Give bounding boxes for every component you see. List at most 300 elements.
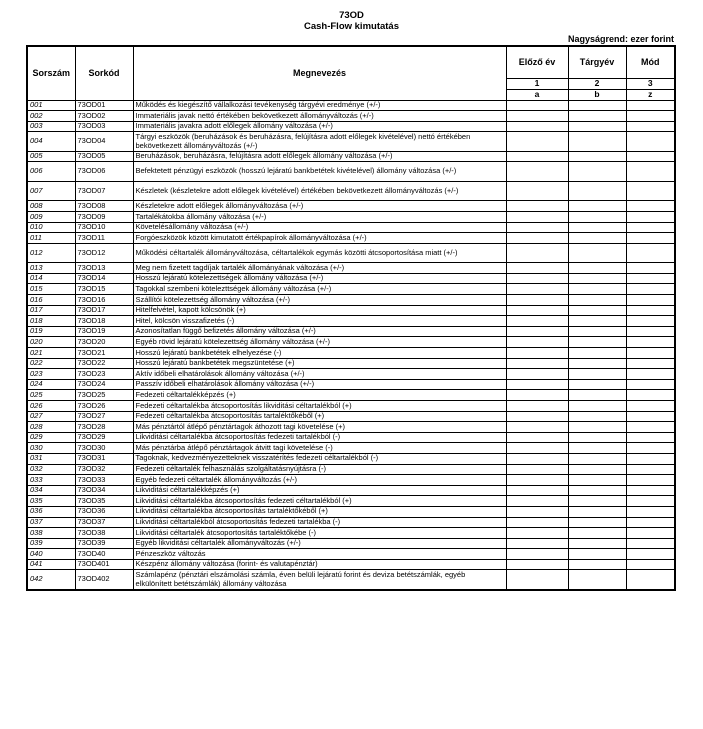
table-row [27, 181, 675, 201]
row-elozo-ev-value[interactable] [506, 201, 568, 212]
row-sorszam: 034 [27, 485, 75, 496]
row-elozo-ev-value[interactable] [506, 400, 568, 411]
table-row [27, 222, 675, 233]
table-row [27, 162, 675, 182]
row-sorszam: 002 [27, 111, 75, 122]
row-targyev-value[interactable] [568, 316, 626, 327]
header-targyev: Tárgyév [568, 46, 626, 78]
row-targyev-value[interactable] [568, 111, 626, 122]
row-sorszam: 026 [27, 400, 75, 411]
table-row [27, 475, 675, 486]
row-sorkod: 73OD14 [75, 273, 133, 284]
row-targyev-value[interactable] [568, 475, 626, 486]
row-elozo-ev-value[interactable] [506, 549, 568, 560]
row-targyev-value[interactable] [568, 263, 626, 274]
row-sorszam: 020 [27, 337, 75, 348]
row-elozo-ev-value[interactable] [506, 432, 568, 443]
table-row [27, 348, 675, 359]
row-sorkod: 73OD40 [75, 549, 133, 560]
table-row [27, 570, 675, 590]
col-number-2: 2 [568, 78, 626, 89]
row-sorkod: 73OD39 [75, 538, 133, 549]
row-elozo-ev-value[interactable] [506, 464, 568, 475]
row-targyev-value[interactable] [568, 528, 626, 539]
row-sorszam: 018 [27, 316, 75, 327]
row-mod-value[interactable] [626, 559, 675, 570]
row-sorszam: 008 [27, 201, 75, 212]
row-elozo-ev-value[interactable] [506, 121, 568, 132]
row-elozo-ev-value[interactable] [506, 273, 568, 284]
row-targyev-value[interactable] [568, 151, 626, 162]
row-elozo-ev-value[interactable] [506, 132, 568, 152]
row-elozo-ev-value[interactable] [506, 326, 568, 337]
row-sorkod: 73OD17 [75, 305, 133, 316]
row-megnevezes: Hitel, kölcsön visszafizetés (-) [133, 316, 506, 327]
row-targyev-value[interactable] [568, 100, 626, 111]
row-sorkod: 73OD05 [75, 151, 133, 162]
row-megnevezes: Fedezeti céltartalékba átcsoportosítás tartaléktőkéből (+) [133, 411, 506, 422]
row-mod-value[interactable] [626, 316, 675, 327]
row-elozo-ev-value[interactable] [506, 211, 568, 222]
col-letter-z: z [626, 89, 675, 100]
row-megnevezes: Pénzeszköz változás [133, 549, 506, 560]
row-mod-value[interactable] [626, 337, 675, 348]
row-mod-value[interactable] [626, 369, 675, 380]
row-elozo-ev-value[interactable] [506, 233, 568, 244]
row-targyev-value[interactable] [568, 379, 626, 390]
table-row [27, 422, 675, 433]
row-sorkod: 73OD37 [75, 517, 133, 528]
row-megnevezes: Passzív időbeli elhatárolások állomány változása (+/-) [133, 379, 506, 390]
row-sorszam: 005 [27, 151, 75, 162]
row-sorszam: 040 [27, 549, 75, 560]
row-mod-value[interactable] [626, 162, 675, 182]
cash-flow-table [26, 45, 676, 591]
row-mod-value[interactable] [626, 151, 675, 162]
row-sorszam: 042 [27, 570, 75, 590]
row-sorkod: 73OD12 [75, 243, 133, 263]
row-sorkod: 73OD30 [75, 443, 133, 454]
row-mod-value[interactable] [626, 326, 675, 337]
row-sorszam: 032 [27, 464, 75, 475]
row-sorszam: 023 [27, 369, 75, 380]
row-sorkod: 73OD10 [75, 222, 133, 233]
row-sorszam: 003 [27, 121, 75, 132]
table-row [27, 151, 675, 162]
row-elozo-ev-value[interactable] [506, 111, 568, 122]
row-megnevezes: Fedezeti céltartalékképzés (+) [133, 390, 506, 401]
col-letter-b: b [568, 89, 626, 100]
row-sorszam: 019 [27, 326, 75, 337]
row-targyev-value[interactable] [568, 400, 626, 411]
row-sorszam: 031 [27, 453, 75, 464]
row-elozo-ev-value[interactable] [506, 570, 568, 590]
table-row [27, 132, 675, 152]
row-elozo-ev-value[interactable] [506, 305, 568, 316]
row-targyev-value[interactable] [568, 549, 626, 560]
row-mod-value[interactable] [626, 549, 675, 560]
row-mod-value[interactable] [626, 233, 675, 244]
row-targyev-value[interactable] [568, 222, 626, 233]
row-mod-value[interactable] [626, 496, 675, 507]
table-row [27, 549, 675, 560]
table-row [27, 263, 675, 274]
row-mod-value[interactable] [626, 273, 675, 284]
row-sorszam: 024 [27, 379, 75, 390]
row-targyev-value[interactable] [568, 496, 626, 507]
row-elozo-ev-value[interactable] [506, 263, 568, 274]
row-sorkod: 73OD33 [75, 475, 133, 486]
row-sorkod: 73OD26 [75, 400, 133, 411]
row-sorkod: 73OD03 [75, 121, 133, 132]
row-elozo-ev-value[interactable] [506, 485, 568, 496]
table-row [27, 316, 675, 327]
row-megnevezes: Immateriális javak nettó értékében bekövetkezett állományváltozás (+/-) [133, 111, 506, 122]
row-sorszam: 036 [27, 506, 75, 517]
row-mod-value[interactable] [626, 305, 675, 316]
row-megnevezes: Immateriális javakra adott előlegek állomány változása (+/-) [133, 121, 506, 132]
row-targyev-value[interactable] [568, 390, 626, 401]
table-row [27, 453, 675, 464]
row-elozo-ev-value[interactable] [506, 475, 568, 486]
row-sorkod: 73OD13 [75, 263, 133, 274]
row-elozo-ev-value[interactable] [506, 443, 568, 454]
row-mod-value[interactable] [626, 358, 675, 369]
row-mod-value[interactable] [626, 538, 675, 549]
row-mod-value[interactable] [626, 284, 675, 295]
row-sorkod: 73OD15 [75, 284, 133, 295]
row-sorszam: 035 [27, 496, 75, 507]
row-sorkod: 73OD06 [75, 162, 133, 182]
table-row [27, 485, 675, 496]
row-elozo-ev-value[interactable] [506, 517, 568, 528]
table-row [27, 273, 675, 284]
row-mod-value[interactable] [626, 379, 675, 390]
row-elozo-ev-value[interactable] [506, 528, 568, 539]
row-mod-value[interactable] [626, 464, 675, 475]
row-megnevezes: Azonosítatlan függő befizetés állomány változása (+/-) [133, 326, 506, 337]
row-sorkod: 73OD18 [75, 316, 133, 327]
row-megnevezes: Működés és kiegészítő vállalkozási tevékenység tárgyévi eredménye (+/-) [133, 100, 506, 111]
row-targyev-value[interactable] [568, 243, 626, 263]
row-sorkod: 73OD11 [75, 233, 133, 244]
row-megnevezes: Fedezeti céltartalékba átcsoportosítás likviditási céltartalékból (+) [133, 400, 506, 411]
table-row [27, 233, 675, 244]
table-row [27, 390, 675, 401]
row-megnevezes: Likviditási céltartalékból átcsoportosítás fedezeti tartalékba (-) [133, 517, 506, 528]
table-row [27, 369, 675, 380]
table-row [27, 284, 675, 295]
row-megnevezes: Készletekre adott előlegek állományváltozása (+/-) [133, 201, 506, 212]
row-mod-value[interactable] [626, 201, 675, 212]
row-mod-value[interactable] [626, 506, 675, 517]
row-megnevezes: Egyéb likviditási céltartalék állományváltozás (+/-) [133, 538, 506, 549]
row-elozo-ev-value[interactable] [506, 222, 568, 233]
header-sorszam: Sorszám [27, 46, 75, 100]
row-elozo-ev-value[interactable] [506, 284, 568, 295]
table-row [27, 443, 675, 454]
row-targyev-value[interactable] [568, 411, 626, 422]
table-row [27, 111, 675, 122]
row-targyev-value[interactable] [568, 506, 626, 517]
header-megnevezes: Megnevezés [133, 46, 506, 100]
row-targyev-value[interactable] [568, 326, 626, 337]
row-sorszam: 012 [27, 243, 75, 263]
row-megnevezes: Szállítói kötelezettség állomány változása (+/-) [133, 295, 506, 306]
header-mod: Mód [626, 46, 675, 78]
row-targyev-value[interactable] [568, 162, 626, 182]
row-sorkod: 73OD31 [75, 453, 133, 464]
row-targyev-value[interactable] [568, 348, 626, 359]
table-row [27, 464, 675, 475]
col-letter-a: a [506, 89, 568, 100]
row-targyev-value[interactable] [568, 132, 626, 152]
row-megnevezes: Más pénztárba átlépő pénztártagok átvitt tagi követelése (-) [133, 443, 506, 454]
row-sorszam: 025 [27, 390, 75, 401]
table-row [27, 243, 675, 263]
row-elozo-ev-value[interactable] [506, 243, 568, 263]
row-targyev-value[interactable] [568, 432, 626, 443]
row-sorszam: 037 [27, 517, 75, 528]
table-row [27, 100, 675, 111]
form-code: 73OD [339, 10, 364, 21]
row-megnevezes: Hosszú lejáratú kötelezettségek állomány változása (+/-) [133, 273, 506, 284]
row-targyev-value[interactable] [568, 453, 626, 464]
row-megnevezes: Forgóeszközök között kimutatott értékpapírok állományváltozása (+/-) [133, 233, 506, 244]
row-megnevezes: Aktív időbeli elhatárolások állomány változása (+/-) [133, 369, 506, 380]
row-targyev-value[interactable] [568, 538, 626, 549]
row-targyev-value[interactable] [568, 181, 626, 201]
row-megnevezes: Hitelfelvétel, kapott kölcsönök (+) [133, 305, 506, 316]
row-sorkod: 73OD28 [75, 422, 133, 433]
row-megnevezes: Hosszú lejáratú bankbetétek megszüntetése (+) [133, 358, 506, 369]
row-sorkod: 73OD34 [75, 485, 133, 496]
row-mod-value[interactable] [626, 263, 675, 274]
row-sorszam: 001 [27, 100, 75, 111]
row-targyev-value[interactable] [568, 305, 626, 316]
row-sorszam: 021 [27, 348, 75, 359]
row-megnevezes: Likviditási céltartalékképzés (+) [133, 485, 506, 496]
row-mod-value[interactable] [626, 222, 675, 233]
row-elozo-ev-value[interactable] [506, 411, 568, 422]
row-sorszam: 015 [27, 284, 75, 295]
table-row [27, 432, 675, 443]
row-sorszam: 014 [27, 273, 75, 284]
row-megnevezes: Készpénz állomány változása (forint- és valutapénztár) [133, 559, 506, 570]
row-mod-value[interactable] [626, 111, 675, 122]
row-elozo-ev-value[interactable] [506, 151, 568, 162]
row-mod-value[interactable] [626, 411, 675, 422]
row-sorszam: 041 [27, 559, 75, 570]
row-megnevezes: Készletek (készletekre adott előlegek kivételével) értékében bekövetkezett állományváltozás (+/-) [133, 181, 506, 201]
row-sorszam: 006 [27, 162, 75, 182]
row-sorkod: 73OD16 [75, 295, 133, 306]
row-sorszam: 033 [27, 475, 75, 486]
table-row [27, 121, 675, 132]
row-elozo-ev-value[interactable] [506, 100, 568, 111]
table-row [27, 559, 675, 570]
table-row [27, 411, 675, 422]
row-elozo-ev-value[interactable] [506, 496, 568, 507]
row-mod-value[interactable] [626, 517, 675, 528]
row-targyev-value[interactable] [568, 485, 626, 496]
row-sorkod: 73OD09 [75, 211, 133, 222]
row-sorszam: 030 [27, 443, 75, 454]
row-targyev-value[interactable] [568, 464, 626, 475]
row-elozo-ev-value[interactable] [506, 390, 568, 401]
row-mod-value[interactable] [626, 121, 675, 132]
table-body [27, 100, 675, 590]
row-sorkod: 73OD21 [75, 348, 133, 359]
row-sorszam: 009 [27, 211, 75, 222]
row-targyev-value[interactable] [568, 570, 626, 590]
table-row [27, 379, 675, 390]
row-mod-value[interactable] [626, 485, 675, 496]
table-row [27, 400, 675, 411]
row-sorkod: 73OD401 [75, 559, 133, 570]
row-sorkod: 73OD29 [75, 432, 133, 443]
row-elozo-ev-value[interactable] [506, 453, 568, 464]
row-elozo-ev-value[interactable] [506, 559, 568, 570]
row-elozo-ev-value[interactable] [506, 422, 568, 433]
row-mod-value[interactable] [626, 443, 675, 454]
row-mod-value[interactable] [626, 528, 675, 539]
row-mod-value[interactable] [626, 181, 675, 201]
row-elozo-ev-value[interactable] [506, 181, 568, 201]
row-megnevezes: Számlapénz (pénztári elszámolási számla, éven belüli lejáratú forint és deviza betétszámlák, egyéb elkülönített betétszámlák) állomány változása [133, 570, 506, 590]
row-sorkod: 73OD08 [75, 201, 133, 212]
row-sorkod: 73OD27 [75, 411, 133, 422]
row-sorkod: 73OD04 [75, 132, 133, 152]
table-row [27, 295, 675, 306]
row-sorkod: 73OD01 [75, 100, 133, 111]
row-megnevezes: Likviditási céltartalékba átcsoportosítás tartaléktőkéből (+) [133, 506, 506, 517]
row-megnevezes: Tagokkal szembeni kötelezttségek állomány változása (+/-) [133, 284, 506, 295]
row-megnevezes: Más pénztártól átlépő pénztártagok áthozott tagi követelése (+) [133, 422, 506, 433]
unit-label: Nagyságrend: ezer forint [567, 34, 674, 44]
row-targyev-value[interactable] [568, 273, 626, 284]
table-row [27, 211, 675, 222]
row-megnevezes: Fedezeti céltartalék felhasználás szolgáltatásnyújtásra (-) [133, 464, 506, 475]
row-megnevezes: Tartalékátokba állomány változása (+/-) [133, 211, 506, 222]
row-mod-value[interactable] [626, 400, 675, 411]
row-targyev-value[interactable] [568, 422, 626, 433]
row-sorkod: 73OD24 [75, 379, 133, 390]
row-mod-value[interactable] [626, 211, 675, 222]
row-sorszam: 017 [27, 305, 75, 316]
row-mod-value[interactable] [626, 432, 675, 443]
row-megnevezes: Egyéb rövid lejáratú kötelezettség állomány változása (+/-) [133, 337, 506, 348]
row-sorszam: 028 [27, 422, 75, 433]
row-elozo-ev-value[interactable] [506, 348, 568, 359]
row-sorkod: 73OD02 [75, 111, 133, 122]
row-mod-value[interactable] [626, 570, 675, 590]
table-row [27, 517, 675, 528]
row-sorszam: 039 [27, 538, 75, 549]
row-mod-value[interactable] [626, 453, 675, 464]
row-sorkod: 73OD36 [75, 506, 133, 517]
table-row [27, 337, 675, 348]
row-elozo-ev-value[interactable] [506, 162, 568, 182]
row-sorszam: 004 [27, 132, 75, 152]
row-megnevezes: Követelésállomány változása (+/-) [133, 222, 506, 233]
form-title: Cash-Flow kimutatás [303, 21, 400, 32]
row-megnevezes: Meg nem fizetett tagdíjak tartalék állományának változása (+/-) [133, 263, 506, 274]
row-mod-value[interactable] [626, 132, 675, 152]
row-sorszam: 027 [27, 411, 75, 422]
row-sorkod: 73OD22 [75, 358, 133, 369]
col-number-3: 3 [626, 78, 675, 89]
row-targyev-value[interactable] [568, 295, 626, 306]
row-targyev-value[interactable] [568, 369, 626, 380]
table-row [27, 358, 675, 369]
row-elozo-ev-value[interactable] [506, 506, 568, 517]
row-targyev-value[interactable] [568, 211, 626, 222]
row-sorszam: 016 [27, 295, 75, 306]
row-mod-value[interactable] [626, 348, 675, 359]
row-megnevezes: Likviditási céltartalék átcsoportosítás tartaléktőkébe (-) [133, 528, 506, 539]
row-targyev-value[interactable] [568, 559, 626, 570]
row-elozo-ev-value[interactable] [506, 379, 568, 390]
row-elozo-ev-value[interactable] [506, 337, 568, 348]
row-sorszam: 013 [27, 263, 75, 274]
row-elozo-ev-value[interactable] [506, 316, 568, 327]
table-row [27, 506, 675, 517]
row-megnevezes: Likviditási céltartalékba átcsoportosítás fedezeti céltartalékból (+) [133, 496, 506, 507]
row-sorkod: 73OD402 [75, 570, 133, 590]
table-row [27, 201, 675, 212]
table-row [27, 496, 675, 507]
row-mod-value[interactable] [626, 100, 675, 111]
row-megnevezes: Egyéb fedezeti céltartalék állományváltozás (+/-) [133, 475, 506, 486]
row-targyev-value[interactable] [568, 358, 626, 369]
row-elozo-ev-value[interactable] [506, 369, 568, 380]
row-targyev-value[interactable] [568, 337, 626, 348]
row-elozo-ev-value[interactable] [506, 358, 568, 369]
table-row [27, 538, 675, 549]
row-mod-value[interactable] [626, 243, 675, 263]
row-targyev-value[interactable] [568, 443, 626, 454]
row-elozo-ev-value[interactable] [506, 538, 568, 549]
row-sorszam: 011 [27, 233, 75, 244]
row-megnevezes: Működési céltartalék állományváltozása, céltartalékok egymás közötti átcsoportosítása miatt (+/-) [133, 243, 506, 263]
row-megnevezes: Likviditási céltartalékba átcsoportosítás fedezeti tartalékból (-) [133, 432, 506, 443]
row-mod-value[interactable] [626, 390, 675, 401]
row-mod-value[interactable] [626, 475, 675, 486]
row-sorszam: 022 [27, 358, 75, 369]
row-sorkod: 73OD32 [75, 464, 133, 475]
row-mod-value[interactable] [626, 422, 675, 433]
row-targyev-value[interactable] [568, 517, 626, 528]
row-elozo-ev-value[interactable] [506, 295, 568, 306]
row-sorszam: 010 [27, 222, 75, 233]
row-megnevezes: Tárgyi eszközök (beruházások és beruházásra, felújításra adott előlegek kivételével) nettó értékében bekövetkezett állományváltozás (+/-) [133, 132, 506, 152]
row-targyev-value[interactable] [568, 121, 626, 132]
table-row [27, 326, 675, 337]
row-targyev-value[interactable] [568, 284, 626, 295]
row-sorszam: 007 [27, 181, 75, 201]
row-sorkod: 73OD25 [75, 390, 133, 401]
col-number-1: 1 [506, 78, 568, 89]
row-megnevezes: Beruházások, beruházásra, felújításra adott előlegek állomány változása (+/-) [133, 151, 506, 162]
header-elozo-ev: Előző év [506, 46, 568, 78]
row-sorkod: 73OD23 [75, 369, 133, 380]
row-sorszam: 038 [27, 528, 75, 539]
row-targyev-value[interactable] [568, 233, 626, 244]
row-targyev-value[interactable] [568, 201, 626, 212]
row-mod-value[interactable] [626, 295, 675, 306]
row-sorszam: 029 [27, 432, 75, 443]
